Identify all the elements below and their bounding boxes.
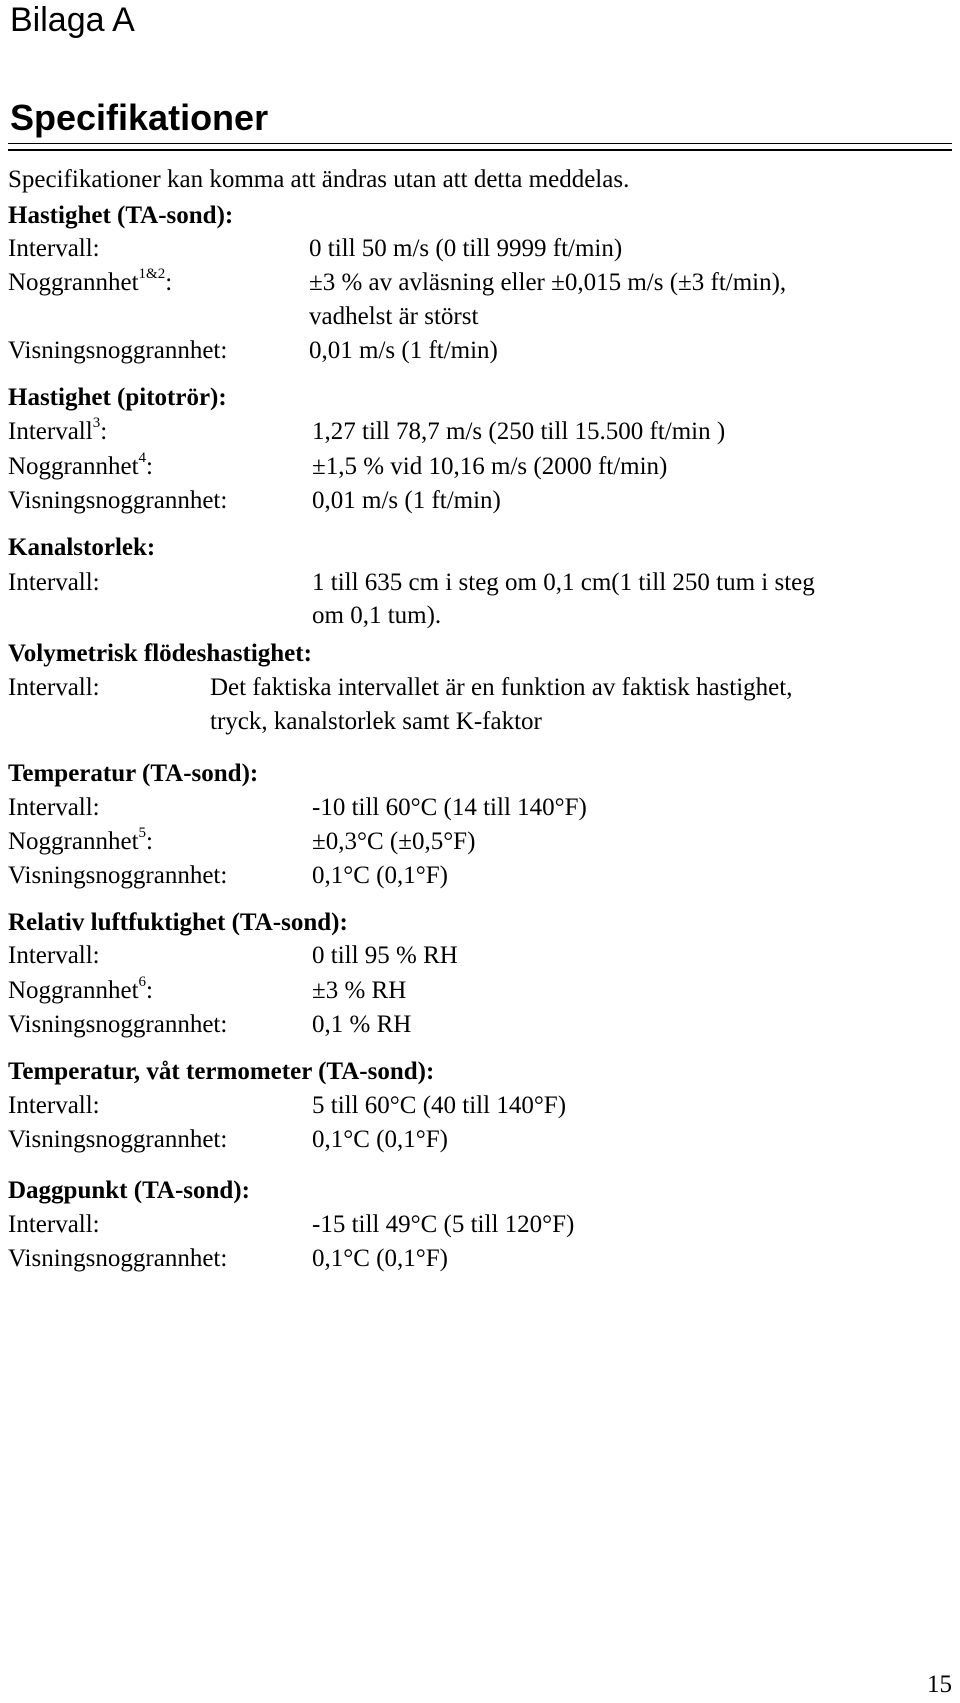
velocity-pitot-accuracy-value: ±1,5 % vid 10,16 m/s (2000 ft/min) (312, 453, 668, 480)
section-heading-temperature-ta: Temperatur (TA-sond): (8, 760, 259, 787)
velocity-ta-range-value: 0 till 50 m/s (0 till 9999 ft/min) (309, 235, 623, 262)
temperature-ta-range-label: Intervall: (8, 794, 100, 821)
velocity-pitot-resolution-value: 0,01 m/s (1 ft/min) (312, 487, 501, 514)
velocity-ta-accuracy-value-line-2: vadhelst är störst (309, 303, 479, 330)
duct-size-range-label: Intervall: (8, 569, 100, 596)
footnote-ref: 5 (138, 824, 147, 841)
label-colon: : (100, 418, 108, 445)
wet-bulb-ta-resolution-value: 0,1°C (0,1°F) (312, 1126, 448, 1153)
label-text: Intervall (8, 418, 93, 445)
section-heading-duct-size: Kanalstorlek: (8, 534, 156, 561)
label-colon: : (146, 453, 153, 480)
wet-bulb-ta-resolution-label: Visningsnoggrannhet: (8, 1126, 228, 1153)
velocity-pitot-resolution-label: Visningsnoggrannhet: (8, 487, 228, 514)
section-heading-humidity-ta: Relativ luftfuktighet (TA-sond): (8, 909, 348, 936)
intro-text: Specifikationer kan komma att ändras utan att detta meddelas. (8, 166, 630, 193)
dew-point-ta-range-label: Intervall: (8, 1211, 100, 1238)
humidity-ta-accuracy-value: ±3 % RH (312, 977, 407, 1004)
footnote-ref: 6 (138, 973, 147, 990)
duct-size-range-value-line-1: 1 till 635 cm i steg om 0,1 cm(1 till 250 tum i steg (312, 569, 815, 596)
temperature-ta-accuracy-label (8, 824, 153, 857)
page-title: Specifikationer (10, 97, 269, 138)
humidity-ta-resolution-label: Visningsnoggrannhet: (8, 1011, 228, 1038)
wet-bulb-ta-range-label: Intervall: (8, 1092, 100, 1119)
label-text: Noggrannhet (8, 828, 139, 855)
footnote-ref: 3 (92, 414, 101, 431)
dew-point-ta-resolution-value: 0,1°C (0,1°F) (312, 1245, 448, 1272)
dew-point-ta-resolution-label: Visningsnoggrannhet: (8, 1245, 228, 1272)
appendix-label: Bilaga A (10, 1, 135, 39)
footnote-ref: 4 (138, 449, 147, 466)
dew-point-ta-range-value: -15 till 49°C (5 till 120°F) (312, 1211, 575, 1238)
page-number: 15 (927, 1671, 952, 1698)
velocity-ta-resolution-value: 0,01 m/s (1 ft/min) (309, 337, 498, 364)
section-heading-velocity-pitot: Hastighet (pitotrör): (8, 384, 227, 411)
humidity-ta-resolution-value: 0,1 % RH (312, 1011, 412, 1038)
section-heading-wet-bulb-ta: Temperatur, våt termometer (TA-sond): (8, 1058, 435, 1085)
label-text: Noggrannhet (8, 269, 139, 296)
section-heading-volumetric-flow: Volymetrisk flödeshastighet: (8, 640, 312, 667)
velocity-ta-accuracy-value-line-1: ±3 % av avläsning eller ±0,015 m/s (±3 ft/min), (309, 269, 787, 296)
label-text: Noggrannhet (8, 453, 139, 480)
velocity-pitot-range-value: 1,27 till 78,7 m/s (250 till 15.500 ft/min ) (312, 418, 726, 445)
duct-size-range-value-line-2: om 0,1 tum). (312, 602, 442, 629)
velocity-ta-range-label: Intervall: (8, 235, 100, 262)
title-divider (8, 143, 952, 151)
label-colon: : (165, 269, 173, 296)
label-colon: : (146, 828, 153, 855)
humidity-ta-accuracy-label (8, 973, 153, 1006)
wet-bulb-ta-range-value: 5 till 60°C (40 till 140°F) (312, 1092, 567, 1119)
label-text: Noggrannhet (8, 977, 139, 1004)
label-colon: : (146, 977, 153, 1004)
velocity-pitot-accuracy-label (8, 449, 153, 482)
volumetric-flow-range-value-line-1: Det faktiska intervallet är en funktion av faktisk hastighet, (210, 674, 793, 701)
velocity-ta-accuracy-label (8, 265, 173, 298)
volumetric-flow-range-label: Intervall: (8, 674, 100, 701)
temperature-ta-resolution-label: Visningsnoggrannhet: (8, 862, 228, 889)
section-heading-dew-point-ta: Daggpunkt (TA-sond): (8, 1177, 250, 1204)
temperature-ta-accuracy-value: ±0,3°C (±0,5°F) (312, 828, 476, 855)
volumetric-flow-range-value-line-2: tryck, kanalstorlek samt K-faktor (210, 708, 542, 735)
velocity-pitot-range-label (8, 414, 108, 447)
section-heading-velocity-ta: Hastighet (TA-sond): (8, 202, 234, 229)
temperature-ta-resolution-value: 0,1°C (0,1°F) (312, 862, 448, 889)
temperature-ta-range-value: -10 till 60°C (14 till 140°F) (312, 794, 587, 821)
footnote-ref: 1&2 (138, 265, 166, 282)
humidity-ta-range-value: 0 till 95 % RH (312, 942, 458, 969)
velocity-ta-resolution-label: Visningsnoggrannhet: (8, 337, 228, 364)
humidity-ta-range-label: Intervall: (8, 942, 100, 969)
